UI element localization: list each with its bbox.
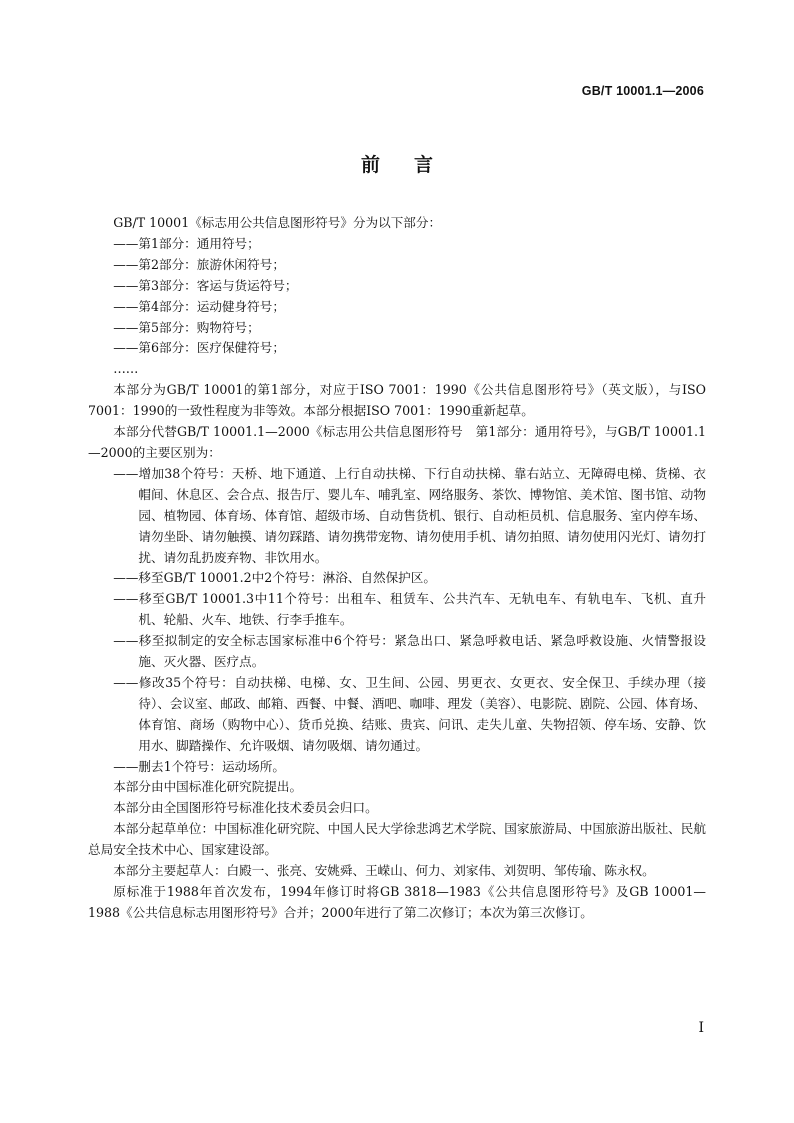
replaces-paragraph: 本部分代替GB/T 10001.1—2000《标志用公共信息图形符号 第1部分：通用符号》，与GB/T 10001.1—2000的主要区别为： (88, 424, 706, 460)
page-number: I (698, 1020, 704, 1036)
change-item: ——移至GB/T 10001.3中11个符号：出租车、租赁车、公共汽车、无轨电车、有轨电车、飞机、直升机、轮船、火车、地铁、行李手推车。 (113, 591, 706, 628)
parts-list (88, 234, 706, 380)
changes-list (88, 464, 706, 778)
list-ellipsis: …… (113, 361, 139, 377)
committee-paragraph: 本部分由全国图形符号标准化技术委员会归口。 (113, 800, 378, 816)
change-item: ——修改35个符号：自动扶梯、电梯、女、卫生间、公园、男更衣、女更衣、安全保卫、手续办理（接待）、会议室、邮政、邮箱、西餐、中餐、酒吧、咖啡、理发（美容）、电影院、剧院、公园、体育场、体育馆、商场（购物中心）、货币兑换、结账、贵宾、问讯、走失儿童、失物招领、停车场、安静、饮用水、脚踏操作、允许吸烟、请勿吸烟、请勿通过。 (113, 674, 706, 753)
list-item: ——第2部分：旅游休闲符号； (113, 256, 285, 272)
change-item: ——移至拟制定的安全标志国家标准中6个符号：紧急出口、紧急呼救电话、紧急呼救设施、火情警报设施、灭火器、医疗点。 (113, 633, 706, 670)
change-item: ——移至GB/T 10001.2中2个符号：淋浴、自然保护区。 (113, 570, 436, 586)
drafting-units-paragraph: 本部分起草单位：中国标准化研究院、中国人民大学徐悲鸿艺术学院、国家旅游局、中国旅游出版社、民航总局安全技术中心、国家建设部。 (88, 821, 706, 858)
list-item: ——第5部分：购物符号； (113, 319, 260, 335)
history-paragraph: 原标准于1988年首次发布，1994年修订时将GB 3818—1983《公共信息图形符号》及GB 10001—1988《公共信息标志用图形符号》合并；2000年进行了第二次修订；本次为第三次修订。 (88, 884, 706, 920)
standard-code: GB/T 10001.1—2006 (581, 84, 704, 98)
list-item: ——第1部分：通用符号； (113, 235, 260, 251)
foreword-body (88, 213, 706, 924)
change-item: ——增加38个符号：天桥、地下通道、上行自动扶梯、下行自动扶梯、靠右站立、无障碍电梯、货梯、衣帽间、休息区、会合点、报告厅、婴儿车、哺乳室、网络服务、茶饮、博物馆、美术馆、图书馆、动物园、植物园、体育场、体育馆、超级市场、自动售货机、银行、自动柜员机、信息服务、室内停车场、请勿坐卧、请勿触摸、请勿踩踏、请勿携带宠物、请勿使用手机、请勿拍照、请勿使用闪光灯、请勿打扰、请勿乱扔废弃物、非饮用水。 (113, 465, 706, 565)
intro-paragraph: GB/T 10001《标志用公共信息图形符号》分为以下部分： (113, 215, 442, 230)
change-item: ——删去1个符号：运动场所。 (113, 758, 285, 774)
page-title: 前言 (360, 154, 467, 176)
drafters-paragraph: 本部分主要起草人：白殿一、张亮、安姚舜、王嵘山、何力、刘家伟、刘贺明、邹传瑜、陈永权。 (113, 863, 655, 879)
list-item: ——第6部分：医疗保健符号； (113, 340, 285, 356)
list-item: ——第3部分：客运与货运符号； (113, 277, 298, 293)
correspondence-paragraph: 本部分为GB/T 10001的第1部分，对应于ISO 7001：1990《公共信息图形符号》（英文版），与ISO 7001：1990的一致性程度为非等效。本部分根据ISO 7001：1990重新起草。 (88, 382, 706, 419)
proposer-paragraph: 本部分由中国标准化研究院提出。 (113, 779, 303, 795)
list-item: ——第4部分：运动健身符号； (113, 298, 285, 314)
